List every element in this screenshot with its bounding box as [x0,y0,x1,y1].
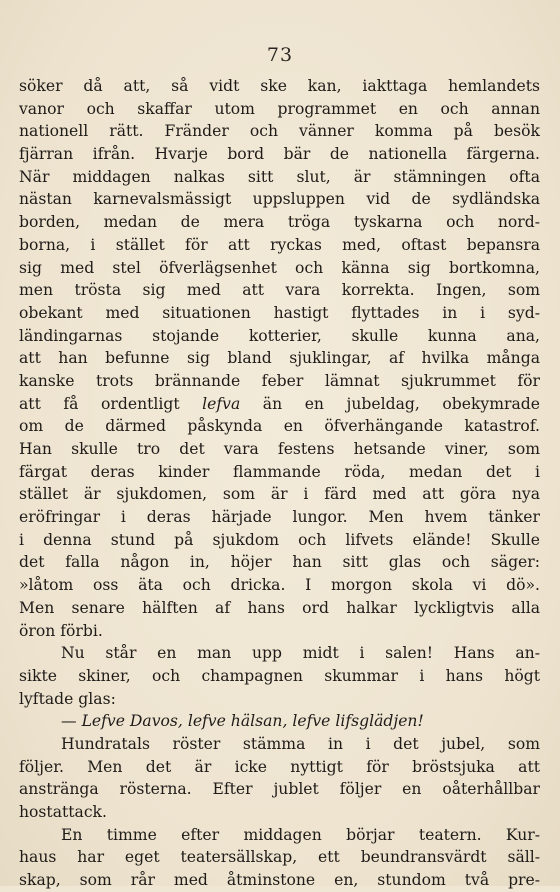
text-line: Hundratals röster stämma in i det jubel, som [61,734,540,753]
text-line: det falla någon in, höjer han sitt glas och säger: [19,553,540,572]
text-line: anstränga rösterna. Efter jublet följer en oåterhållbar [19,780,540,799]
text-line: Men senare hälften af hans ord halkar lyckligtvis alla [19,598,540,617]
text-line: stället är sjukdomen, som är i färd med att göra nya [19,485,540,504]
text-line: följer. Men det är icke nyttigt för bröstsjuka att [19,757,540,776]
text-line-segment: att få ordentligt [19,394,203,413]
italic-emphasis: lefva [202,394,241,413]
page-number: 73 [266,44,294,66]
text-line: lyftade glas: [19,689,116,708]
text-line: att han befunne sig bland sjuklingar, af hvilka många [19,349,540,368]
text-line: »låtom oss äta och dricka. I morgon skola vi dö». [19,576,540,595]
text-line: nationell rätt. Fränder och vänner komma på besök [19,122,540,141]
text-line: men trösta sig med att vara korrekta. Ingen, som [19,281,540,300]
text-line-segment: än en jubeldag, obekymrade [240,394,540,413]
text-line: sig med stel öfverlägsenhet och känna sig bortkomna, [19,258,540,277]
text-line: kanske trots brännande feber lämnat sjukrummet för [19,371,540,390]
text-line: obekant med situationen hastigt flyttades in i syd- [19,303,540,322]
italic-emphasis: Lefve Davos, lefve hälsan, lefve lifsglädjen! [81,712,424,731]
text-line [19,393,540,416]
text-line: En timme efter middagen börjar teatern. Kur- [61,825,540,844]
text-line: haus har eget teatersällskap, ett beundransvärdt säll- [19,848,540,867]
text-line: När middagen nalkas sitt slut, är stämningen ofta [19,167,540,186]
text-line: söker då att, så vidt ske kan, iakttaga hemlandets [19,77,540,95]
text-line: nästan karnevalsmässigt uppsluppen vid de sydländska [19,190,540,209]
text-line: färgat deras kinder flammande röda, medan det i [19,462,540,481]
text-line: borden, medan de mera tröga tyskarna och nord- [19,213,540,232]
text-line: eröfringar i deras härjade lungor. Men hvem tänker [19,508,540,527]
text-line: ländingarnas stojande kotterier, skulle kunna ana, [19,326,540,345]
text-line: fjärran ifrån. Hvarje bord bär de nationella färgerna. [19,145,540,164]
text-line [19,710,540,733]
text-line: Han skulle tro det vara festens hetsande viner, som [19,440,540,458]
text-line: hostattack. [19,803,107,821]
text-line: borna, i stället för att ryckas med, oftast bepansra [19,235,540,254]
text-line: skap, som rår med åtminstone en, stundom två pre- [19,871,540,890]
text-line-segment: — [61,712,82,731]
body-text [19,75,540,892]
text-line: Nu står en man upp midt i salen! Hans an- [61,644,540,663]
text-line: sikte skiner, och champagnen skummar i hans högt [19,666,540,685]
text-line: vanor och skaffar utom programmet en och annan [19,99,540,118]
text-line: öron förbi. [19,621,103,640]
text-line: i denna stund på sjukdom och lifvets elände! Skulle [19,530,540,549]
text-line: om de därmed påskynda en öfverhängande katastrof. [19,417,540,436]
